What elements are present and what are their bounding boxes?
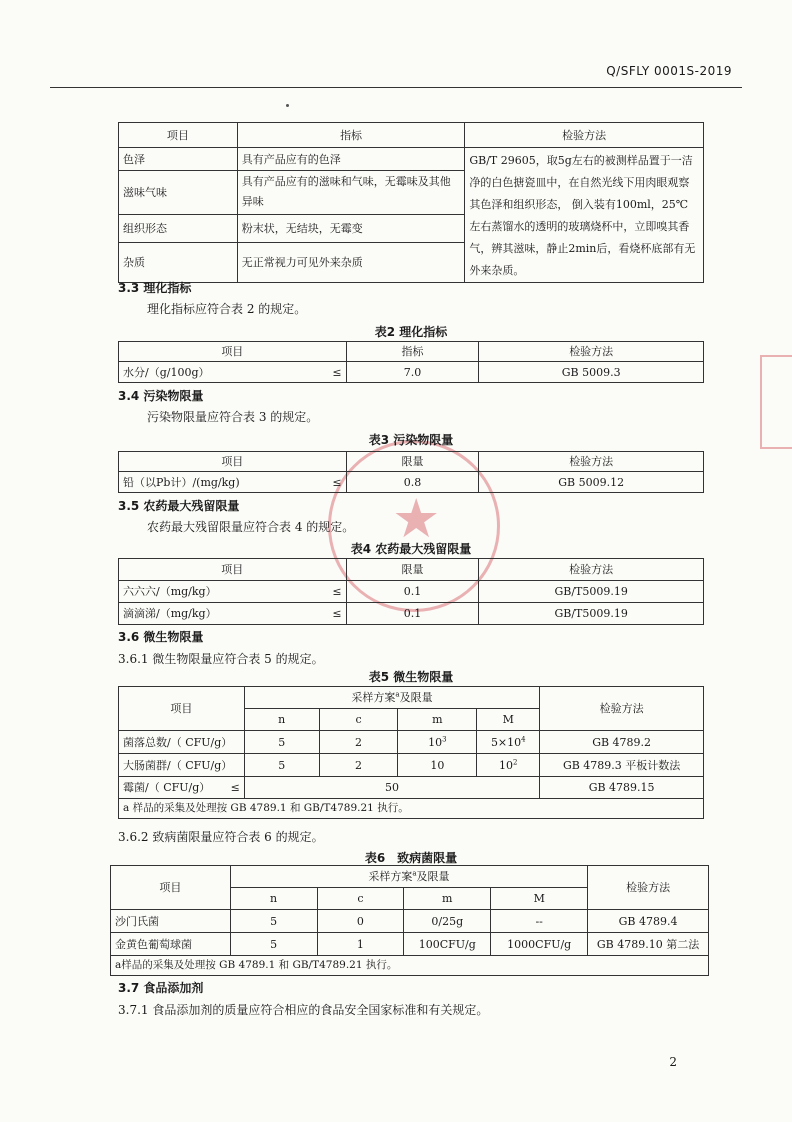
table4-leq-symbol: ≤ — [332, 607, 342, 620]
table1-cell: 滋味气味 — [119, 171, 238, 215]
table6-cell: 1 — [317, 933, 404, 956]
table4-caption: 表4 农药最大残留限量 — [350, 542, 472, 556]
table5-subheader-n: n — [244, 709, 319, 731]
table3-header-method: 检验方法 — [479, 452, 704, 472]
physchem-table — [118, 341, 704, 383]
table5-header-plan-tail: 及限量 — [399, 691, 433, 704]
table3-value-cell: 0.8 — [346, 472, 479, 493]
section-text-3-5: 农药最大残留限量应符合表 4 的规定。 — [147, 520, 355, 534]
table5-header-plan — [244, 687, 539, 709]
table6-cell: 5 — [230, 910, 317, 933]
table6-subheader-n: n — [230, 888, 317, 910]
table4-header-limit: 限量 — [346, 559, 479, 581]
table5-cell: GB 4789.15 — [540, 777, 704, 799]
table4-leq-symbol: ≤ — [332, 585, 342, 598]
table6-cell: GB 4789.4 — [588, 910, 709, 933]
table6-header-plan — [230, 866, 587, 888]
table5-subheader-M: M — [477, 709, 540, 731]
table4-item-cell — [119, 603, 347, 625]
section-text-3-6-1: 3.6.1 微生物限量应符合表 5 的规定。 — [118, 652, 324, 666]
table5-cell: 2 — [319, 754, 398, 777]
table2-header-index: 指标 — [346, 342, 479, 362]
table5-cell: 5 — [244, 731, 319, 754]
table1-cell: 组织形态 — [119, 214, 238, 242]
table1-cell: 粉末状，无结块，无霉变 — [237, 214, 465, 242]
page-number: 2 — [669, 1055, 677, 1069]
table6-subheader-m: m — [404, 888, 491, 910]
section-text-3-6-2: 3.6.2 致病菌限量应符合表 6 的规定。 — [118, 830, 324, 844]
table3-leq-symbol: ≤ — [332, 475, 342, 489]
table2-leq-symbol: ≤ — [332, 365, 342, 379]
table5-M-base: 10 — [499, 758, 514, 772]
section-heading-3-4: 3.4 污染物限量 — [118, 389, 204, 403]
table5-m-exp: 3 — [442, 734, 447, 743]
table1-header-method: 检验方法 — [465, 123, 704, 148]
table5-footnote: a 样品的采集及处理按 GB 4789.1 和 GB/T4789.21 执行。 — [119, 799, 704, 819]
table3-item-cell — [119, 472, 347, 493]
table1-cell: 无正常视力可见外来杂质 — [237, 243, 465, 283]
edge-stamp — [760, 355, 792, 449]
table3-header-item: 项目 — [119, 452, 347, 472]
table2-item-text: 水分/（g/100g） — [123, 365, 210, 379]
table4-header-item: 项目 — [119, 559, 347, 581]
table5-cell — [119, 777, 245, 799]
table3-item-text: 铅（以Pb计）/(mg/kg) — [123, 475, 240, 489]
table5-cell: 5 — [244, 754, 319, 777]
table2-item-cell — [119, 362, 347, 383]
table6-cell: 沙门氏菌 — [111, 910, 231, 933]
table5-subheader-c: c — [319, 709, 398, 731]
table5-cell: 50 — [244, 777, 539, 799]
table6-cell: 0 — [317, 910, 404, 933]
table4-item-cell — [119, 581, 347, 603]
table5-cell: 大肠菌群/（ CFU/g） — [119, 754, 245, 777]
pathogen-table — [110, 865, 709, 976]
table5-header-item: 项目 — [119, 687, 245, 731]
table5-cell: GB 4789.3 平板计数法 — [540, 754, 704, 777]
table1-cell: 杂质 — [119, 243, 238, 283]
pesticide-table — [118, 558, 704, 625]
table4-method-cell: GB/T5009.19 — [479, 603, 704, 625]
table3-method-cell: GB 5009.12 — [479, 472, 704, 493]
table3-caption: 表3 污染物限量 — [368, 433, 454, 447]
table6-header-method: 检验方法 — [588, 866, 709, 910]
table2-method-cell: GB 5009.3 — [479, 362, 704, 383]
table6-header-plan-note: a — [412, 869, 417, 878]
speck — [286, 104, 289, 107]
table5-cell: 2 — [319, 731, 398, 754]
table6-cell: 100CFU/g — [404, 933, 491, 956]
table6-cell: 金黄色葡萄球菌 — [111, 933, 231, 956]
table5-header-method: 检验方法 — [540, 687, 704, 731]
header-rule — [50, 87, 742, 88]
table2-header-item: 项目 — [119, 342, 347, 362]
seal-star-icon: ★ — [392, 487, 441, 550]
table5-cell — [477, 731, 540, 754]
table6-subheader-c: c — [317, 888, 404, 910]
table5-M-exp: 2 — [513, 757, 518, 766]
table6-cell: -- — [491, 910, 588, 933]
section-heading-3-6: 3.6 微生物限量 — [118, 630, 204, 644]
section-text-3-7-1: 3.7.1 食品添加剂的质量应符合相应的食品安全国家标准和有关规定。 — [118, 1003, 489, 1017]
document-code: Q/SFLY 0001S-2019 — [606, 64, 732, 78]
table1-cell: 色泽 — [119, 148, 238, 171]
table5-mold-text: 霉菌/（ CFU/g） — [123, 781, 211, 794]
table6-caption: 表6 致病菌限量 — [364, 851, 458, 865]
table4-header-method: 检验方法 — [479, 559, 704, 581]
table6-cell: GB 4789.10 第二法 — [588, 933, 709, 956]
table5-cell: 10 — [398, 754, 477, 777]
table6-header-plan-tail: 及限量 — [416, 870, 450, 883]
table6-footnote: a样品的采集及处理按 GB 4789.1 和 GB/T4789.21 执行。 — [111, 956, 709, 976]
table6-header-item: 项目 — [111, 866, 231, 910]
section-heading-3-5: 3.5 农药最大残留限量 — [118, 499, 240, 513]
table3-header-limit: 限量 — [346, 452, 479, 472]
table4-item-text: 滴滴涕/（mg/kg） — [123, 607, 217, 620]
table5-cell: 菌落总数/（ CFU/g） — [119, 731, 245, 754]
table5-M-base: 5×10 — [490, 735, 522, 749]
table5-cell — [398, 731, 477, 754]
table5-subheader-m: m — [398, 709, 477, 731]
table4-method-cell: GB/T5009.19 — [479, 581, 704, 603]
table1-method-cell: GB/T 29605，取5g左右的被测样品置于一洁净的白色搪瓷皿中，在自然光线下用肉眼观察其色泽和组织形态， 倒入装有100ml，25℃左右蒸馏水的透明的玻璃烧杯中，立即嗅其香气，辨其滋味，静止2min后，看烧杯底部有无外来杂质。 — [465, 148, 704, 283]
table1-cell: 具有产品应有的色泽 — [237, 148, 465, 171]
table6-cell: 5 — [230, 933, 317, 956]
table1-header-index: 指标 — [237, 123, 465, 148]
table4-value-cell: 0.1 — [346, 581, 479, 603]
table5-m-base: 10 — [428, 735, 443, 749]
table5-M-exp: 4 — [521, 734, 526, 743]
section-heading-3-7: 3.7 食品添加剂 — [118, 981, 204, 995]
table5-header-plan-note: a — [395, 690, 400, 699]
table5-cell — [477, 754, 540, 777]
table6-cell: 1000CFU/g — [491, 933, 588, 956]
table2-header-method: 检验方法 — [479, 342, 704, 362]
section-text-3-3: 理化指标应符合表 2 的规定。 — [147, 302, 307, 316]
section-text-3-4: 污染物限量应符合表 3 的规定。 — [147, 410, 319, 424]
table6-cell: 0/25g — [404, 910, 491, 933]
table5-header-plan-text: 采样方案 — [351, 691, 396, 704]
sensory-table — [118, 122, 704, 283]
table1-cell: 具有产品应有的滋味和气味，无霉味及其他异味 — [237, 171, 465, 215]
table2-value-cell: 7.0 — [346, 362, 479, 383]
table4-value-cell: 0.1 — [346, 603, 479, 625]
table5-leq-symbol: ≤ — [230, 781, 240, 794]
microbial-table — [118, 686, 704, 819]
table2-caption: 表2 理化指标 — [374, 325, 448, 339]
table1-header-item: 项目 — [119, 123, 238, 148]
section-heading-3-3: 3.3 理化指标 — [118, 281, 192, 295]
table4-item-text: 六六六/（mg/kg） — [123, 585, 217, 598]
table5-cell: GB 4789.2 — [540, 731, 704, 754]
contaminant-table — [118, 451, 704, 493]
table6-header-plan-text: 采样方案 — [368, 870, 413, 883]
table6-subheader-M: M — [491, 888, 588, 910]
table5-caption: 表5 微生物限量 — [368, 670, 454, 684]
